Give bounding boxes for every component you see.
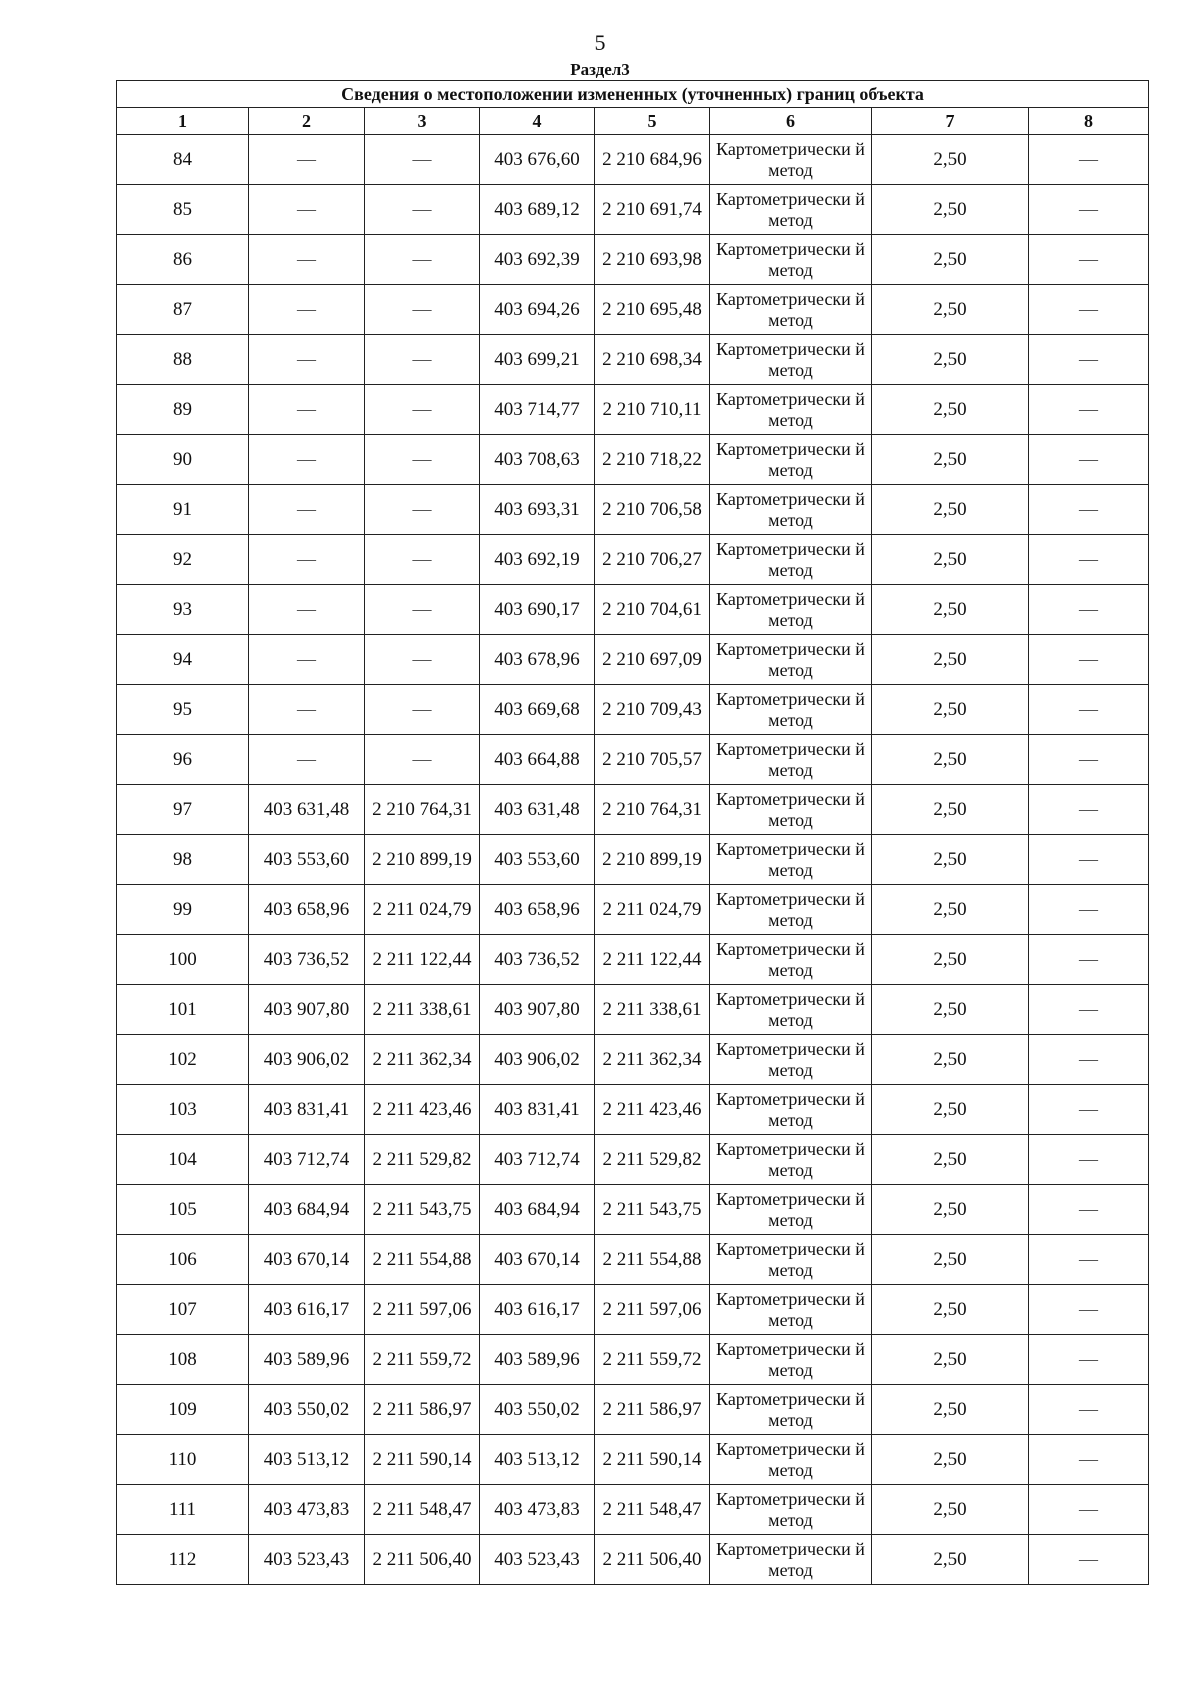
refined-x-cell: 403 684,94 — [480, 1185, 595, 1235]
refined-x-cell: 403 669,68 — [480, 685, 595, 735]
existing-y-cell: 2 210 764,31 — [365, 785, 480, 835]
existing-y-cell: 2 211 122,44 — [365, 935, 480, 985]
refined-y-cell: 2 210 706,27 — [595, 535, 710, 585]
description-cell: — — [1029, 1085, 1149, 1135]
description-cell: — — [1029, 435, 1149, 485]
point-number-cell: 87 — [117, 285, 249, 335]
existing-x-cell: — — [249, 185, 365, 235]
table-row — [117, 1335, 1149, 1385]
method-cell: Картометрически й метод — [710, 1235, 872, 1285]
table-row — [117, 1185, 1149, 1235]
method-cell: Картометрически й метод — [710, 335, 872, 385]
table-row — [117, 935, 1149, 985]
description-cell: — — [1029, 1435, 1149, 1485]
point-number-cell: 88 — [117, 335, 249, 385]
point-number-cell: 102 — [117, 1035, 249, 1085]
point-number-cell: 85 — [117, 185, 249, 235]
refined-y-cell: 2 211 554,88 — [595, 1235, 710, 1285]
existing-y-cell: — — [365, 285, 480, 335]
table-row — [117, 1235, 1149, 1285]
accuracy-cell: 2,50 — [872, 185, 1029, 235]
existing-y-cell: 2 211 586,97 — [365, 1385, 480, 1435]
existing-x-cell: — — [249, 485, 365, 535]
point-number-cell: 108 — [117, 1335, 249, 1385]
description-cell: — — [1029, 1535, 1149, 1585]
existing-x-cell: — — [249, 635, 365, 685]
refined-x-cell: 403 907,80 — [480, 985, 595, 1035]
existing-x-cell: 403 906,02 — [249, 1035, 365, 1085]
existing-y-cell: 2 211 597,06 — [365, 1285, 480, 1335]
method-cell: Картометрически й метод — [710, 485, 872, 535]
method-cell: Картометрически й метод — [710, 985, 872, 1035]
description-cell: — — [1029, 185, 1149, 235]
existing-x-cell: 403 907,80 — [249, 985, 365, 1035]
description-cell: — — [1029, 1485, 1149, 1535]
refined-y-cell: 2 210 698,34 — [595, 335, 710, 385]
existing-x-cell: 403 550,02 — [249, 1385, 365, 1435]
existing-y-cell: 2 211 024,79 — [365, 885, 480, 935]
existing-y-cell: 2 211 543,75 — [365, 1185, 480, 1235]
column-number: 5 — [595, 108, 710, 135]
point-number-cell: 99 — [117, 885, 249, 935]
existing-y-cell: — — [365, 435, 480, 485]
point-number-cell: 94 — [117, 635, 249, 685]
table-row — [117, 1135, 1149, 1185]
table-row — [117, 685, 1149, 735]
refined-y-cell: 2 211 586,97 — [595, 1385, 710, 1435]
accuracy-cell: 2,50 — [872, 685, 1029, 735]
method-cell: Картометрически й метод — [710, 1035, 872, 1085]
table-row — [117, 385, 1149, 435]
existing-x-cell: 403 473,83 — [249, 1485, 365, 1535]
existing-x-cell: 403 553,60 — [249, 835, 365, 885]
accuracy-cell: 2,50 — [872, 335, 1029, 385]
table-caption: Сведения о местоположении измененных (уточненных) границ объекта — [117, 81, 1149, 108]
accuracy-cell: 2,50 — [872, 1285, 1029, 1335]
method-cell: Картометрически й метод — [710, 1435, 872, 1485]
existing-x-cell: 403 658,96 — [249, 885, 365, 935]
accuracy-cell: 2,50 — [872, 1185, 1029, 1235]
column-number: 7 — [872, 108, 1029, 135]
column-number: 4 — [480, 108, 595, 135]
description-cell: — — [1029, 685, 1149, 735]
column-number: 6 — [710, 108, 872, 135]
point-number-cell: 84 — [117, 135, 249, 185]
method-cell: Картометрически й метод — [710, 1485, 872, 1535]
page-number: 5 — [594, 30, 606, 55]
accuracy-cell: 2,50 — [872, 135, 1029, 185]
accuracy-cell: 2,50 — [872, 535, 1029, 585]
refined-y-cell: 2 211 338,61 — [595, 985, 710, 1035]
point-number-cell: 98 — [117, 835, 249, 885]
accuracy-cell: 2,50 — [872, 735, 1029, 785]
existing-y-cell: — — [365, 485, 480, 535]
method-cell: Картометрически й метод — [710, 185, 872, 235]
accuracy-cell: 2,50 — [872, 1485, 1029, 1535]
existing-x-cell: 403 684,94 — [249, 1185, 365, 1235]
refined-y-cell: 2 211 543,75 — [595, 1185, 710, 1235]
refined-x-cell: 403 690,17 — [480, 585, 595, 635]
description-cell: — — [1029, 335, 1149, 385]
refined-y-cell: 2 210 709,43 — [595, 685, 710, 735]
refined-y-cell: 2 210 693,98 — [595, 235, 710, 285]
refined-x-cell: 403 658,96 — [480, 885, 595, 935]
refined-y-cell: 2 210 899,19 — [595, 835, 710, 885]
existing-y-cell: — — [365, 335, 480, 385]
refined-x-cell: 403 714,77 — [480, 385, 595, 435]
accuracy-cell: 2,50 — [872, 585, 1029, 635]
refined-y-cell: 2 210 718,22 — [595, 435, 710, 485]
boundary-table — [116, 80, 1149, 1585]
table-row — [117, 485, 1149, 535]
refined-x-cell: 403 676,60 — [480, 135, 595, 185]
existing-x-cell: 403 712,74 — [249, 1135, 365, 1185]
method-cell: Картометрически й метод — [710, 1285, 872, 1335]
refined-y-cell: 2 211 597,06 — [595, 1285, 710, 1335]
accuracy-cell: 2,50 — [872, 235, 1029, 285]
point-number-cell: 100 — [117, 935, 249, 985]
refined-x-cell: 403 906,02 — [480, 1035, 595, 1085]
table-row — [117, 135, 1149, 185]
table-row — [117, 185, 1149, 235]
table-row — [117, 735, 1149, 785]
method-cell: Картометрически й метод — [710, 135, 872, 185]
point-number-cell: 86 — [117, 235, 249, 285]
existing-y-cell: 2 211 590,14 — [365, 1435, 480, 1485]
method-cell: Картометрически й метод — [710, 585, 872, 635]
description-cell: — — [1029, 385, 1149, 435]
table-row — [117, 985, 1149, 1035]
refined-x-cell: 403 513,12 — [480, 1435, 595, 1485]
refined-x-cell: 403 523,43 — [480, 1535, 595, 1585]
point-number-cell: 91 — [117, 485, 249, 535]
existing-y-cell: — — [365, 185, 480, 235]
description-cell: — — [1029, 235, 1149, 285]
refined-x-cell: 403 693,31 — [480, 485, 595, 535]
description-cell: — — [1029, 135, 1149, 185]
refined-y-cell: 2 210 710,11 — [595, 385, 710, 435]
existing-y-cell: 2 211 338,61 — [365, 985, 480, 1035]
existing-y-cell: 2 210 899,19 — [365, 835, 480, 885]
refined-x-cell: 403 631,48 — [480, 785, 595, 835]
refined-y-cell: 2 211 122,44 — [595, 935, 710, 985]
method-cell: Картометрически й метод — [710, 235, 872, 285]
table-row — [117, 535, 1149, 585]
accuracy-cell: 2,50 — [872, 1035, 1029, 1085]
existing-y-cell: 2 211 554,88 — [365, 1235, 480, 1285]
existing-x-cell: 403 670,14 — [249, 1235, 365, 1285]
accuracy-cell: 2,50 — [872, 385, 1029, 435]
point-number-cell: 92 — [117, 535, 249, 585]
description-cell: — — [1029, 1385, 1149, 1435]
refined-x-cell: 403 692,19 — [480, 535, 595, 585]
refined-y-cell: 2 211 529,82 — [595, 1135, 710, 1185]
column-number: 8 — [1029, 108, 1149, 135]
method-cell: Картометрически й метод — [710, 1185, 872, 1235]
accuracy-cell: 2,50 — [872, 935, 1029, 985]
description-cell: — — [1029, 1235, 1149, 1285]
existing-x-cell: — — [249, 335, 365, 385]
existing-y-cell: 2 211 362,34 — [365, 1035, 480, 1085]
accuracy-cell: 2,50 — [872, 485, 1029, 535]
description-cell: — — [1029, 885, 1149, 935]
column-number: 3 — [365, 108, 480, 135]
accuracy-cell: 2,50 — [872, 1235, 1029, 1285]
accuracy-cell: 2,50 — [872, 1435, 1029, 1485]
existing-y-cell: 2 211 506,40 — [365, 1535, 480, 1585]
refined-x-cell: 403 831,41 — [480, 1085, 595, 1135]
table-row — [117, 335, 1149, 385]
refined-x-cell: 403 736,52 — [480, 935, 595, 985]
refined-x-cell: 403 664,88 — [480, 735, 595, 785]
refined-y-cell: 2 210 697,09 — [595, 635, 710, 685]
refined-y-cell: 2 210 764,31 — [595, 785, 710, 835]
existing-x-cell: — — [249, 435, 365, 485]
refined-x-cell: 403 712,74 — [480, 1135, 595, 1185]
refined-x-cell: 403 692,39 — [480, 235, 595, 285]
existing-x-cell: — — [249, 735, 365, 785]
point-number-cell: 107 — [117, 1285, 249, 1335]
refined-y-cell: 2 210 691,74 — [595, 185, 710, 235]
method-cell: Картометрически й метод — [710, 1135, 872, 1185]
accuracy-cell: 2,50 — [872, 1385, 1029, 1435]
existing-x-cell: — — [249, 135, 365, 185]
refined-x-cell: 403 708,63 — [480, 435, 595, 485]
method-cell: Картометрически й метод — [710, 1385, 872, 1435]
column-number: 1 — [117, 108, 249, 135]
point-number-cell: 93 — [117, 585, 249, 635]
existing-x-cell: — — [249, 685, 365, 735]
description-cell: — — [1029, 585, 1149, 635]
point-number-cell: 109 — [117, 1385, 249, 1435]
table-row — [117, 885, 1149, 935]
refined-x-cell: 403 553,60 — [480, 835, 595, 885]
existing-x-cell: 403 616,17 — [249, 1285, 365, 1335]
accuracy-cell: 2,50 — [872, 835, 1029, 885]
existing-x-cell: 403 523,43 — [249, 1535, 365, 1585]
method-cell: Картометрически й метод — [710, 935, 872, 985]
point-number-cell: 112 — [117, 1535, 249, 1585]
point-number-cell: 97 — [117, 785, 249, 835]
existing-y-cell: — — [365, 235, 480, 285]
point-number-cell: 96 — [117, 735, 249, 785]
existing-x-cell: 403 631,48 — [249, 785, 365, 835]
existing-x-cell: — — [249, 235, 365, 285]
accuracy-cell: 2,50 — [872, 635, 1029, 685]
description-cell: — — [1029, 985, 1149, 1035]
refined-y-cell: 2 211 548,47 — [595, 1485, 710, 1535]
existing-y-cell: 2 211 529,82 — [365, 1135, 480, 1185]
point-number-cell: 104 — [117, 1135, 249, 1185]
description-cell: — — [1029, 285, 1149, 335]
existing-y-cell: 2 211 423,46 — [365, 1085, 480, 1135]
refined-x-cell: 403 550,02 — [480, 1385, 595, 1435]
existing-x-cell: — — [249, 385, 365, 435]
existing-x-cell: 403 736,52 — [249, 935, 365, 985]
method-cell: Картометрически й метод — [710, 835, 872, 885]
accuracy-cell: 2,50 — [872, 285, 1029, 335]
refined-x-cell: 403 694,26 — [480, 285, 595, 335]
table-row — [117, 585, 1149, 635]
existing-y-cell: 2 211 548,47 — [365, 1485, 480, 1535]
refined-y-cell: 2 211 362,34 — [595, 1035, 710, 1085]
method-cell: Картометрически й метод — [710, 385, 872, 435]
table-row — [117, 1035, 1149, 1085]
existing-y-cell: — — [365, 535, 480, 585]
method-cell: Картометрически й метод — [710, 685, 872, 735]
point-number-cell: 89 — [117, 385, 249, 435]
method-cell: Картометрически й метод — [710, 285, 872, 335]
accuracy-cell: 2,50 — [872, 985, 1029, 1035]
existing-x-cell: — — [249, 285, 365, 335]
description-cell: — — [1029, 735, 1149, 785]
accuracy-cell: 2,50 — [872, 1085, 1029, 1135]
table-row — [117, 1285, 1149, 1335]
existing-y-cell: — — [365, 385, 480, 435]
refined-y-cell: 2 211 024,79 — [595, 885, 710, 935]
refined-y-cell: 2 211 590,14 — [595, 1435, 710, 1485]
accuracy-cell: 2,50 — [872, 1335, 1029, 1385]
column-number: 2 — [249, 108, 365, 135]
accuracy-cell: 2,50 — [872, 885, 1029, 935]
refined-x-cell: 403 678,96 — [480, 635, 595, 685]
existing-x-cell: — — [249, 535, 365, 585]
existing-y-cell: — — [365, 735, 480, 785]
existing-x-cell: — — [249, 585, 365, 635]
point-number-cell: 105 — [117, 1185, 249, 1235]
description-cell: — — [1029, 1135, 1149, 1185]
description-cell: — — [1029, 1285, 1149, 1335]
refined-y-cell: 2 210 695,48 — [595, 285, 710, 335]
table-body — [117, 135, 1149, 1585]
refined-y-cell: 2 211 506,40 — [595, 1535, 710, 1585]
column-number-row — [117, 108, 1149, 135]
refined-x-cell: 403 616,17 — [480, 1285, 595, 1335]
method-cell: Картометрически й метод — [710, 635, 872, 685]
point-number-cell: 106 — [117, 1235, 249, 1285]
refined-x-cell: 403 699,21 — [480, 335, 595, 385]
table-row — [117, 1085, 1149, 1135]
existing-y-cell: — — [365, 585, 480, 635]
table-row — [117, 235, 1149, 285]
description-cell: — — [1029, 1335, 1149, 1385]
description-cell: — — [1029, 785, 1149, 835]
description-cell: — — [1029, 835, 1149, 885]
existing-y-cell: 2 211 559,72 — [365, 1335, 480, 1385]
refined-y-cell: 2 210 704,61 — [595, 585, 710, 635]
accuracy-cell: 2,50 — [872, 435, 1029, 485]
table-row — [117, 285, 1149, 335]
accuracy-cell: 2,50 — [872, 1135, 1029, 1185]
method-cell: Картометрически й метод — [710, 1085, 872, 1135]
refined-x-cell: 403 670,14 — [480, 1235, 595, 1285]
method-cell: Картометрически й метод — [710, 435, 872, 485]
method-cell: Картометрически й метод — [710, 535, 872, 585]
refined-y-cell: 2 211 559,72 — [595, 1335, 710, 1385]
refined-y-cell: 2 210 706,58 — [595, 485, 710, 535]
existing-x-cell: 403 831,41 — [249, 1085, 365, 1135]
table-row — [117, 1535, 1149, 1585]
refined-y-cell: 2 210 705,57 — [595, 735, 710, 785]
table-row — [117, 435, 1149, 485]
method-cell: Картометрически й метод — [710, 735, 872, 785]
point-number-cell: 90 — [117, 435, 249, 485]
description-cell: — — [1029, 1035, 1149, 1085]
refined-y-cell: 2 211 423,46 — [595, 1085, 710, 1135]
method-cell: Картометрически й метод — [710, 785, 872, 835]
description-cell: — — [1029, 935, 1149, 985]
table-row — [117, 835, 1149, 885]
section-title: Раздел3 — [570, 60, 630, 79]
existing-y-cell: — — [365, 685, 480, 735]
point-number-cell: 111 — [117, 1485, 249, 1535]
point-number-cell: 110 — [117, 1435, 249, 1485]
method-cell: Картометрически й метод — [710, 1535, 872, 1585]
existing-x-cell: 403 513,12 — [249, 1435, 365, 1485]
table-row — [117, 785, 1149, 835]
method-cell: Картометрически й метод — [710, 885, 872, 935]
existing-y-cell: — — [365, 635, 480, 685]
method-cell: Картометрически й метод — [710, 1335, 872, 1385]
table-row — [117, 1485, 1149, 1535]
table-row — [117, 1435, 1149, 1485]
refined-x-cell: 403 589,96 — [480, 1335, 595, 1385]
table-row — [117, 1385, 1149, 1435]
existing-y-cell: — — [365, 135, 480, 185]
refined-y-cell: 2 210 684,96 — [595, 135, 710, 185]
description-cell: — — [1029, 485, 1149, 535]
refined-x-cell: 403 689,12 — [480, 185, 595, 235]
description-cell: — — [1029, 1185, 1149, 1235]
point-number-cell: 101 — [117, 985, 249, 1035]
point-number-cell: 95 — [117, 685, 249, 735]
description-cell: — — [1029, 635, 1149, 685]
table-row — [117, 635, 1149, 685]
accuracy-cell: 2,50 — [872, 785, 1029, 835]
refined-x-cell: 403 473,83 — [480, 1485, 595, 1535]
existing-x-cell: 403 589,96 — [249, 1335, 365, 1385]
description-cell: — — [1029, 535, 1149, 585]
point-number-cell: 103 — [117, 1085, 249, 1135]
accuracy-cell: 2,50 — [872, 1535, 1029, 1585]
